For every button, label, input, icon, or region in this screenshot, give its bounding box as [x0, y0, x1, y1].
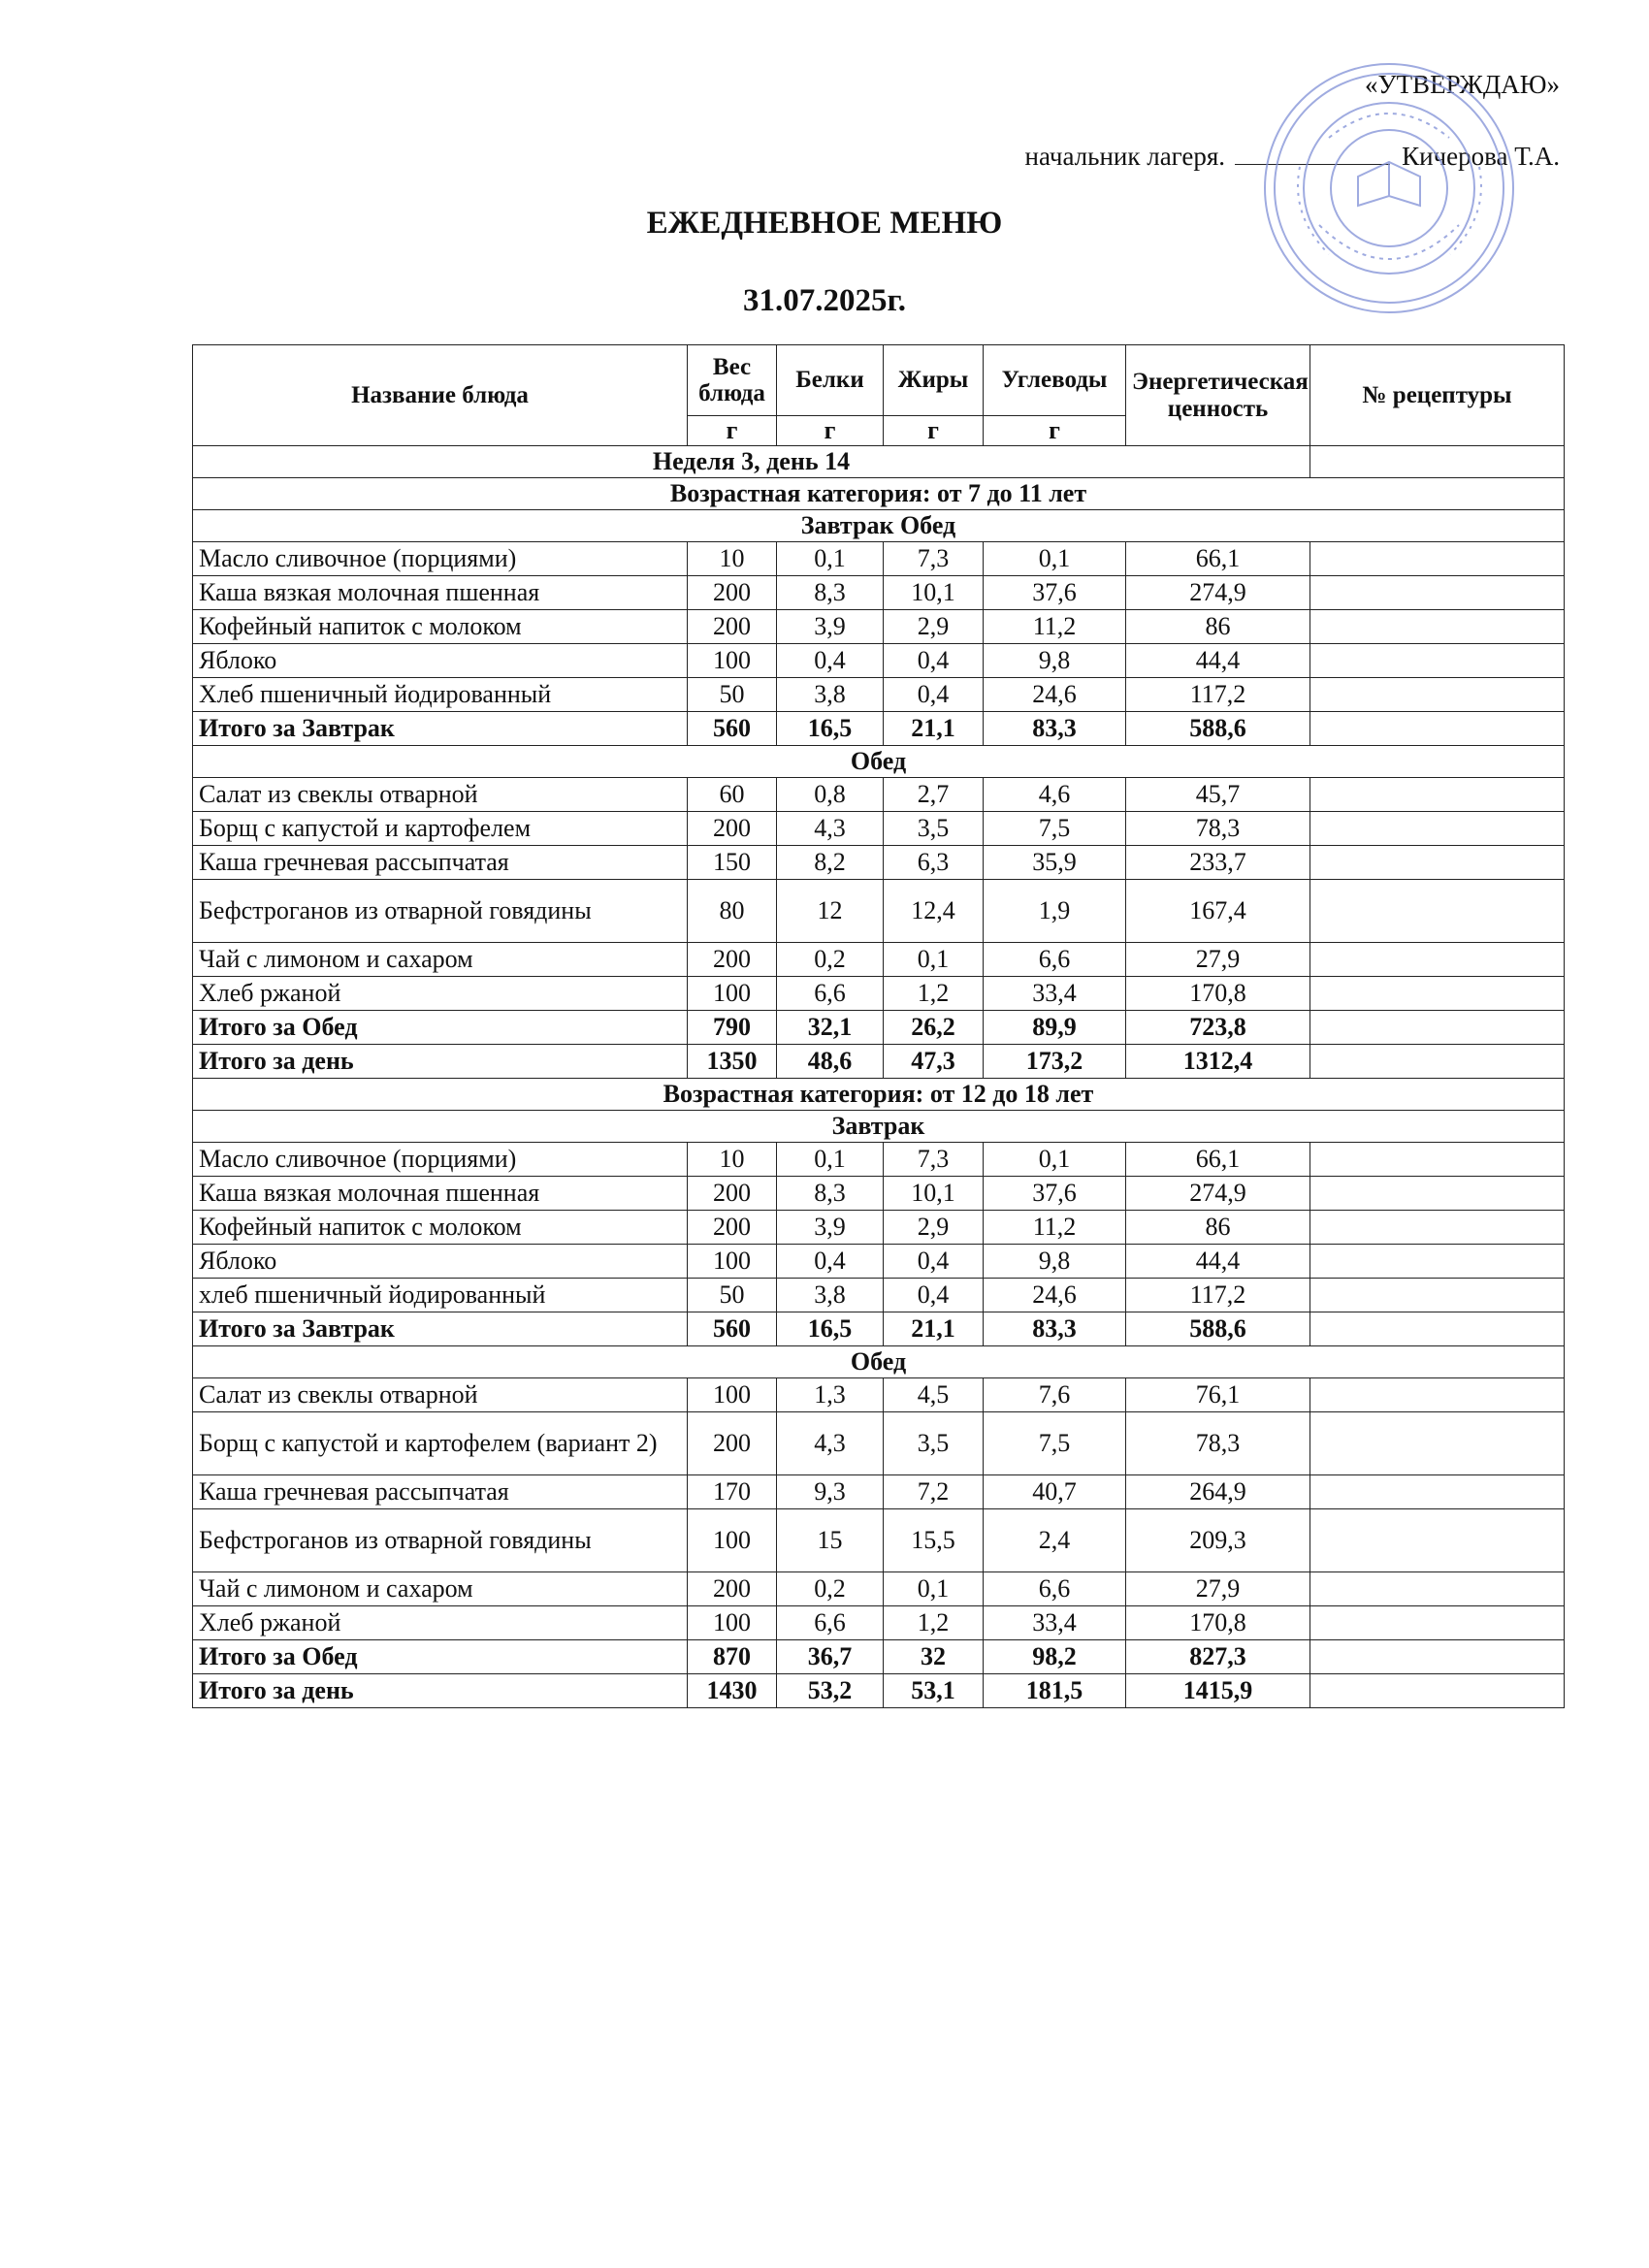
weight-cell: 200	[688, 576, 777, 610]
meal-section-row	[193, 746, 1565, 778]
approver-position: начальник лагеря.	[1024, 142, 1226, 171]
table-row	[193, 977, 1565, 1011]
weight-cell: 200	[688, 943, 777, 977]
carbs-cell: 83,3	[984, 1312, 1126, 1346]
dish-name-cell: Итого за Обед	[193, 1011, 688, 1045]
carbs-cell: 0,1	[984, 542, 1126, 576]
fat-cell: 0,1	[884, 943, 984, 977]
meal-section-label: Завтрак	[193, 1111, 1565, 1143]
energy-cell: 86	[1126, 1211, 1310, 1245]
recipe-number-cell	[1310, 542, 1565, 576]
dish-name-cell: Итого за Обед	[193, 1640, 688, 1674]
energy-cell: 78,3	[1126, 1412, 1310, 1475]
day-total-row	[193, 1674, 1565, 1708]
dish-name-cell: Бефстроганов из отварной говядины	[193, 1509, 688, 1572]
cat1-lunch-list	[193, 778, 1565, 1011]
recipe-number-cell	[1310, 1045, 1565, 1079]
energy-cell: 44,4	[1126, 644, 1310, 678]
dish-name-cell: Масло сливочное (порциями)	[193, 542, 688, 576]
column-header-fat: Жиры	[884, 345, 984, 416]
dish-name-cell: Итого за Завтрак	[193, 1312, 688, 1346]
table-row	[193, 1509, 1565, 1572]
weight-cell: 200	[688, 1572, 777, 1606]
column-header-energy: Энергетическая ценность	[1126, 345, 1310, 446]
recipe-number-cell	[1310, 1312, 1565, 1346]
dish-name-cell: Яблоко	[193, 1245, 688, 1279]
unit-cell: г	[688, 416, 777, 446]
meal-section-label: Обед	[193, 1346, 1565, 1378]
table-row	[193, 1279, 1565, 1312]
table-row	[193, 778, 1565, 812]
dish-name-cell: хлеб пшеничный йодированный	[193, 1279, 688, 1312]
fat-cell: 1,2	[884, 1606, 984, 1640]
column-header-name: Название блюда	[193, 345, 688, 446]
weight-cell: 200	[688, 1177, 777, 1211]
dish-name-cell: Кофейный напиток с молоком	[193, 610, 688, 644]
recipe-number-cell	[1310, 977, 1565, 1011]
protein-cell: 3,9	[777, 1211, 884, 1245]
table-row	[193, 943, 1565, 977]
dish-name-cell: Чай с лимоном и сахаром	[193, 943, 688, 977]
official-stamp-seal	[1261, 60, 1518, 317]
protein-cell: 4,3	[777, 812, 884, 846]
unit-cell: г	[884, 416, 984, 446]
recipe-number-cell	[1310, 1412, 1565, 1475]
fat-cell: 0,4	[884, 644, 984, 678]
energy-cell: 117,2	[1126, 678, 1310, 712]
weight-cell: 200	[688, 610, 777, 644]
fat-cell: 10,1	[884, 1177, 984, 1211]
carbs-cell: 9,8	[984, 1245, 1126, 1279]
recipe-number-cell	[1310, 1475, 1565, 1509]
recipe-number-cell	[1310, 1509, 1565, 1572]
energy-cell: 27,9	[1126, 1572, 1310, 1606]
protein-cell: 1,3	[777, 1378, 884, 1412]
fat-cell: 6,3	[884, 846, 984, 880]
protein-cell: 16,5	[777, 1312, 884, 1346]
carbs-cell: 98,2	[984, 1640, 1126, 1674]
energy-cell: 264,9	[1126, 1475, 1310, 1509]
table-row	[193, 1143, 1565, 1177]
recipe-number-cell	[1310, 576, 1565, 610]
protein-cell: 0,2	[777, 1572, 884, 1606]
energy-cell: 66,1	[1126, 1143, 1310, 1177]
protein-cell: 16,5	[777, 712, 884, 746]
meal-section-row	[193, 1346, 1565, 1378]
protein-cell: 0,2	[777, 943, 884, 977]
day-total-row	[193, 1045, 1565, 1079]
recipe-number-cell	[1310, 644, 1565, 678]
category-label: Возрастная категория: от 12 до 18 лет	[193, 1079, 1565, 1111]
recipe-number-cell	[1310, 943, 1565, 977]
weight-cell: 560	[688, 1312, 777, 1346]
dish-name-cell: Каша вязкая молочная пшенная	[193, 1177, 688, 1211]
approver-name: Кичерова Т.А.	[1402, 142, 1560, 171]
table-header-row	[193, 345, 1565, 416]
energy-cell: 233,7	[1126, 846, 1310, 880]
fat-cell: 10,1	[884, 576, 984, 610]
protein-cell: 0,1	[777, 542, 884, 576]
protein-cell: 48,6	[777, 1045, 884, 1079]
energy-cell: 66,1	[1126, 542, 1310, 576]
protein-cell: 0,4	[777, 1245, 884, 1279]
carbs-cell: 83,3	[984, 712, 1126, 746]
protein-cell: 8,2	[777, 846, 884, 880]
energy-cell: 588,6	[1126, 1312, 1310, 1346]
week-day-label: Неделя 3, день 14	[193, 446, 1310, 478]
carbs-cell: 9,8	[984, 644, 1126, 678]
total-row	[193, 1640, 1565, 1674]
energy-cell: 170,8	[1126, 977, 1310, 1011]
fat-cell: 12,4	[884, 880, 984, 943]
fat-cell: 7,2	[884, 1475, 984, 1509]
carbs-cell: 40,7	[984, 1475, 1126, 1509]
recipe-number-cell	[1310, 610, 1565, 644]
dish-name-cell: Хлеб ржаной	[193, 1606, 688, 1640]
dish-name-cell: Бефстроганов из отварной говядины	[193, 880, 688, 943]
category-label: Возрастная категория: от 7 до 11 лет	[193, 478, 1565, 510]
column-header-recipe: № рецептуры	[1310, 345, 1565, 446]
protein-cell: 8,3	[777, 576, 884, 610]
dish-name-cell: Борщ с капустой и картофелем	[193, 812, 688, 846]
table-row	[193, 1177, 1565, 1211]
weight-cell: 200	[688, 1211, 777, 1245]
meal-section-row	[193, 1111, 1565, 1143]
category-row	[193, 478, 1565, 510]
fat-cell: 53,1	[884, 1674, 984, 1708]
weight-cell: 50	[688, 678, 777, 712]
fat-cell: 1,2	[884, 977, 984, 1011]
protein-cell: 32,1	[777, 1011, 884, 1045]
weight-cell: 50	[688, 1279, 777, 1312]
protein-cell: 3,9	[777, 610, 884, 644]
recipe-number-cell	[1310, 712, 1565, 746]
energy-cell: 167,4	[1126, 880, 1310, 943]
fat-cell: 47,3	[884, 1045, 984, 1079]
table-row	[193, 1412, 1565, 1475]
carbs-cell: 37,6	[984, 576, 1126, 610]
total-row	[193, 1312, 1565, 1346]
weight-cell: 1430	[688, 1674, 777, 1708]
carbs-cell: 24,6	[984, 1279, 1126, 1312]
protein-cell: 9,3	[777, 1475, 884, 1509]
carbs-cell: 7,5	[984, 1412, 1126, 1475]
weight-cell: 560	[688, 712, 777, 746]
protein-cell: 36,7	[777, 1640, 884, 1674]
recipe-number-cell	[1310, 1674, 1565, 1708]
carbs-cell: 6,6	[984, 1572, 1126, 1606]
weight-cell: 1350	[688, 1045, 777, 1079]
carbs-cell: 89,9	[984, 1011, 1126, 1045]
energy-cell: 1312,4	[1126, 1045, 1310, 1079]
recipe-number-cell	[1310, 880, 1565, 943]
protein-cell: 6,6	[777, 1606, 884, 1640]
energy-cell: 274,9	[1126, 1177, 1310, 1211]
table-row	[193, 1211, 1565, 1245]
column-header-weight: Вес блюда	[688, 345, 777, 416]
table-row	[193, 1378, 1565, 1412]
energy-cell: 78,3	[1126, 812, 1310, 846]
weight-cell: 80	[688, 880, 777, 943]
recipe-number-cell	[1310, 1177, 1565, 1211]
fat-cell: 7,3	[884, 542, 984, 576]
carbs-cell: 35,9	[984, 846, 1126, 880]
protein-cell: 8,3	[777, 1177, 884, 1211]
weight-cell: 200	[688, 1412, 777, 1475]
carbs-cell: 6,6	[984, 943, 1126, 977]
weight-cell: 870	[688, 1640, 777, 1674]
recipe-number-cell	[1310, 812, 1565, 846]
approval-label: «УТВЕРЖДАЮ»	[1364, 70, 1560, 99]
energy-cell: 209,3	[1126, 1509, 1310, 1572]
cat1-breakfast-list	[193, 542, 1565, 712]
carbs-cell: 0,1	[984, 1143, 1126, 1177]
table-row	[193, 1572, 1565, 1606]
recipe-number-cell	[1310, 1143, 1565, 1177]
weight-cell: 10	[688, 542, 777, 576]
weight-cell: 100	[688, 1378, 777, 1412]
weight-cell: 100	[688, 1606, 777, 1640]
protein-cell: 15	[777, 1509, 884, 1572]
dish-name-cell: Салат из свеклы отварной	[193, 1378, 688, 1412]
table-row	[193, 812, 1565, 846]
table-row	[193, 678, 1565, 712]
fat-cell: 0,1	[884, 1572, 984, 1606]
energy-cell: 117,2	[1126, 1279, 1310, 1312]
carbs-cell: 11,2	[984, 1211, 1126, 1245]
protein-cell: 0,4	[777, 644, 884, 678]
energy-cell: 588,6	[1126, 712, 1310, 746]
cat2-lunch-list	[193, 1378, 1565, 1640]
dish-name-cell: Каша гречневая рассыпчатая	[193, 846, 688, 880]
category-row	[193, 1079, 1565, 1111]
meal-section-label: Обед	[193, 746, 1565, 778]
dish-name-cell: Салат из свеклы отварной	[193, 778, 688, 812]
recipe-number-cell	[1310, 1640, 1565, 1674]
fat-cell: 0,4	[884, 1279, 984, 1312]
dish-name-cell: Итого за Завтрак	[193, 712, 688, 746]
dish-name-cell: Масло сливочное (порциями)	[193, 1143, 688, 1177]
weight-cell: 100	[688, 1245, 777, 1279]
energy-cell: 1415,9	[1126, 1674, 1310, 1708]
dish-name-cell: Борщ с капустой и картофелем (вариант 2)	[193, 1412, 688, 1475]
fat-cell: 21,1	[884, 712, 984, 746]
fat-cell: 3,5	[884, 1412, 984, 1475]
energy-cell: 44,4	[1126, 1245, 1310, 1279]
energy-cell: 723,8	[1126, 1011, 1310, 1045]
column-header-protein: Белки	[777, 345, 884, 416]
table-row	[193, 880, 1565, 943]
protein-cell: 0,8	[777, 778, 884, 812]
fat-cell: 32	[884, 1640, 984, 1674]
weight-cell: 60	[688, 778, 777, 812]
recipe-number-cell	[1310, 678, 1565, 712]
fat-cell: 26,2	[884, 1011, 984, 1045]
weight-cell: 790	[688, 1011, 777, 1045]
fat-cell: 0,4	[884, 678, 984, 712]
energy-cell: 274,9	[1126, 576, 1310, 610]
total-row	[193, 712, 1565, 746]
carbs-cell: 37,6	[984, 1177, 1126, 1211]
fat-cell: 2,9	[884, 1211, 984, 1245]
fat-cell: 21,1	[884, 1312, 984, 1346]
carbs-cell: 33,4	[984, 1606, 1126, 1640]
total-row	[193, 1011, 1565, 1045]
energy-cell: 86	[1126, 610, 1310, 644]
fat-cell: 3,5	[884, 812, 984, 846]
protein-cell: 12	[777, 880, 884, 943]
menu-date: 31.07.2025г.	[742, 283, 906, 318]
recipe-number-cell	[1310, 1606, 1565, 1640]
cat2-breakfast-list	[193, 1143, 1565, 1312]
recipe-number-cell	[1310, 1245, 1565, 1279]
recipe-number-cell	[1310, 846, 1565, 880]
carbs-cell: 173,2	[984, 1045, 1126, 1079]
table-row	[193, 644, 1565, 678]
unit-cell: г	[777, 416, 884, 446]
table-row	[193, 846, 1565, 880]
weight-cell: 100	[688, 977, 777, 1011]
recipe-number-cell	[1310, 1011, 1565, 1045]
protein-cell: 4,3	[777, 1412, 884, 1475]
protein-cell: 3,8	[777, 678, 884, 712]
energy-cell: 45,7	[1126, 778, 1310, 812]
table-row	[193, 1475, 1565, 1509]
carbs-cell: 11,2	[984, 610, 1126, 644]
carbs-cell: 1,9	[984, 880, 1126, 943]
recipe-number-cell	[1310, 1211, 1565, 1245]
dish-name-cell: Кофейный напиток с молоком	[193, 1211, 688, 1245]
carbs-cell: 181,5	[984, 1674, 1126, 1708]
dish-name-cell: Каша гречневая рассыпчатая	[193, 1475, 688, 1509]
fat-cell: 2,7	[884, 778, 984, 812]
table-row	[193, 576, 1565, 610]
recipe-number-cell	[1310, 778, 1565, 812]
weight-cell: 200	[688, 812, 777, 846]
column-header-carbs: Углеводы	[984, 345, 1126, 416]
protein-cell: 3,8	[777, 1279, 884, 1312]
dish-name-cell: Итого за день	[193, 1674, 688, 1708]
meal-section-row	[193, 510, 1565, 542]
table-row	[193, 1606, 1565, 1640]
weight-cell: 10	[688, 1143, 777, 1177]
dish-name-cell: Хлеб пшеничный йодированный	[193, 678, 688, 712]
protein-cell: 0,1	[777, 1143, 884, 1177]
carbs-cell: 4,6	[984, 778, 1126, 812]
protein-cell: 53,2	[777, 1674, 884, 1708]
carbs-cell: 2,4	[984, 1509, 1126, 1572]
table-row	[193, 542, 1565, 576]
carbs-cell: 24,6	[984, 678, 1126, 712]
carbs-cell: 33,4	[984, 977, 1126, 1011]
dish-name-cell: Хлеб ржаной	[193, 977, 688, 1011]
energy-cell: 827,3	[1126, 1640, 1310, 1674]
menu-table	[192, 344, 1565, 1708]
energy-cell: 27,9	[1126, 943, 1310, 977]
protein-cell: 6,6	[777, 977, 884, 1011]
carbs-cell: 7,6	[984, 1378, 1126, 1412]
table-row	[193, 610, 1565, 644]
week-day-row	[193, 446, 1565, 478]
fat-cell: 2,9	[884, 610, 984, 644]
weight-cell: 100	[688, 1509, 777, 1572]
weight-cell: 150	[688, 846, 777, 880]
dish-name-cell: Итого за день	[193, 1045, 688, 1079]
fat-cell: 0,4	[884, 1245, 984, 1279]
weight-cell: 100	[688, 644, 777, 678]
recipe-number-cell	[1310, 1279, 1565, 1312]
dish-name-cell: Яблоко	[193, 644, 688, 678]
fat-cell: 15,5	[884, 1509, 984, 1572]
weight-cell: 170	[688, 1475, 777, 1509]
meal-section-label: Завтрак Обед	[193, 510, 1565, 542]
recipe-number-cell	[1310, 1572, 1565, 1606]
table-row	[193, 1245, 1565, 1279]
fat-cell: 7,3	[884, 1143, 984, 1177]
energy-cell: 76,1	[1126, 1378, 1310, 1412]
recipe-number-cell	[1310, 1378, 1565, 1412]
fat-cell: 4,5	[884, 1378, 984, 1412]
energy-cell: 170,8	[1126, 1606, 1310, 1640]
page-title: ЕЖЕДНЕВНОЕ МЕНЮ	[646, 206, 1003, 241]
dish-name-cell: Чай с лимоном и сахаром	[193, 1572, 688, 1606]
unit-cell: г	[984, 416, 1126, 446]
dish-name-cell: Каша вязкая молочная пшенная	[193, 576, 688, 610]
carbs-cell: 7,5	[984, 812, 1126, 846]
